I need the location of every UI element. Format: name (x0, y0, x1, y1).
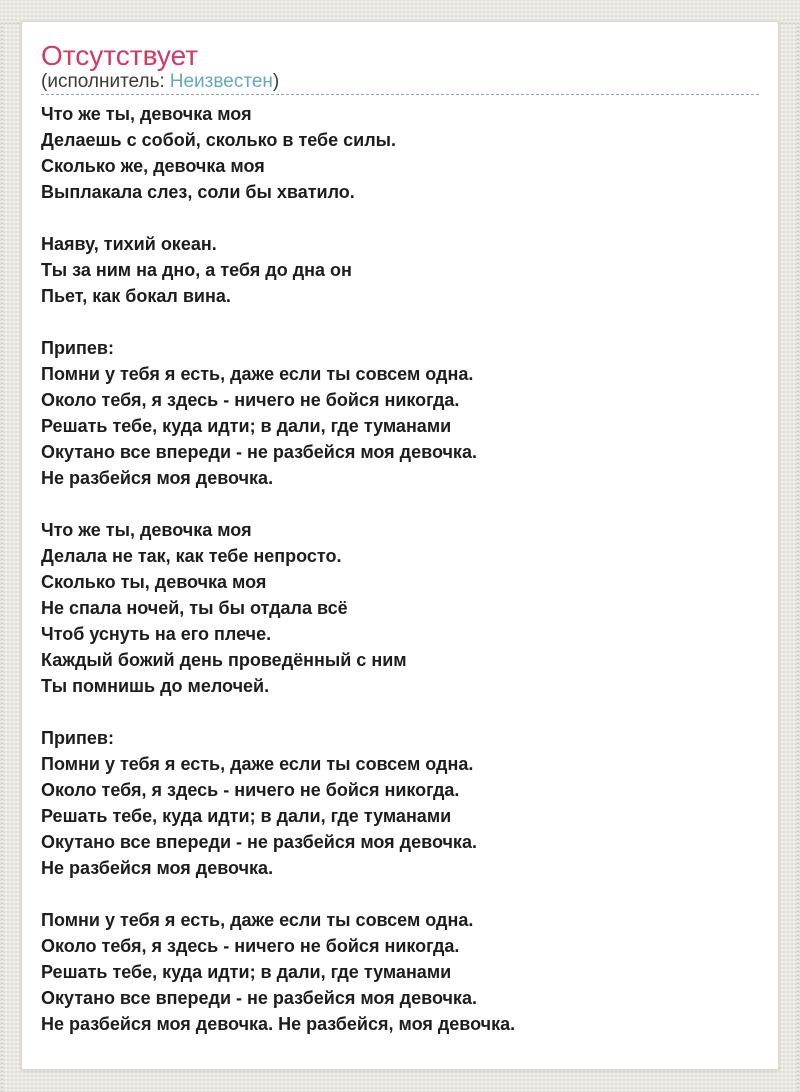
lyrics-text (41, 101, 759, 1037)
artist-link[interactable]: Неизвестен (169, 71, 273, 92)
lyrics-stanza: Припев: Помни у тебя я есть, даже если ты совсем одна. Около тебя, я здесь - ничего не бойся никогда. Решать тебе, куда идти; в дали, где туманами Окутано все впереди - не разбейся моя девочка. Не разбейся моя девочка. (41, 338, 477, 488)
song-title: Отсутствует (41, 40, 199, 71)
lyrics-stanza: Припев: Помни у тебя я есть, даже если ты совсем одна. Около тебя, я здесь - ничего не бойся никогда. Решать тебе, куда идти; в дали, где туманами Окутано все впереди - не разбейся моя девочка. Не разбейся моя девочка. (41, 728, 477, 878)
artist-label: (исполнитель: (41, 71, 165, 92)
lyrics-card (21, 21, 779, 1070)
lyrics-stanza: Что же ты, девочка моя Делала не так, как тебе непросто. Сколько ты, девочка моя Не спала ночей, ты бы отдала всё Чтоб уснуть на его плече. Каждый божий день проведённый с ним Ты помнишь до мелочей. (41, 520, 407, 696)
lyrics-stanza: Наяву, тихий океан. Ты за ним на дно, а тебя до дна он Пьет, как бокал вина. (41, 234, 352, 306)
lyrics-stanza: Помни у тебя я есть, даже если ты совсем одна. Около тебя, я здесь - ничего не бойся никогда. Решать тебе, куда идти; в дали, где туманами Окутано все впереди - не разбейся моя девочка. Не разбейся моя девочка. Не разбейся, моя девочка. (41, 910, 516, 1034)
song-header (41, 41, 759, 95)
artist-label-close-paren: ) (272, 71, 280, 92)
artist-line (41, 71, 759, 93)
lyrics-stanza: Что же ты, девочка моя Делаешь с собой, сколько в тебе силы. Сколько же, девочка моя Выплакала слез, соли бы хватило. (41, 104, 397, 202)
